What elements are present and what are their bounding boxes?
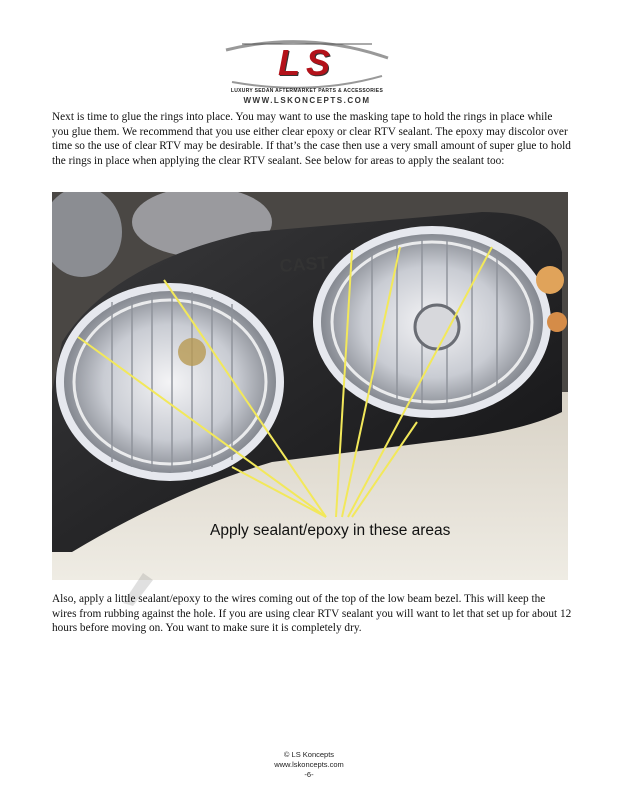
logo-title: LS [277,42,336,83]
logo-tagline: LUXURY SEDAN AFTERMARKET PARTS & ACCESSORIES [230,88,384,94]
headlight-photo [52,192,568,580]
instruction-paragraph-2: Also, apply a little sealant/epoxy to the wires coming out of the top of the low beam bezel. This will keep the wires from rubbing against the hole. If you are using clear RTV sealant you will want to let that set up for about 12 hours before moving on. You want to make sure it is completely dry. [52,593,572,635]
photo-caption: Apply sealant/epoxy in these areas [210,522,451,539]
bulb-label: CAST [278,252,330,276]
footer-website: www.lskoncepts.com [274,760,344,769]
footer-page-number: -6- [304,770,314,779]
logo-url: WWW.LSKONCEPTS.COM [243,96,371,105]
instruction-paragraph-1: Next is time to glue the rings into place. You may want to use the masking tape to hold the rings in place while you glue them. We recommend that you use either clear epoxy or clear RTV sealant. The epoxy may discolor over time so the use of clear RTV may be desirable. If that’s the case then use a very small amount of super glue to hold the rings in place when applying the clear RTV sealant. See below for areas to apply the sealant too: [52,111,571,167]
footer-copyright: © LS Koncepts [283,750,335,759]
lskoncepts-logo [222,36,392,108]
